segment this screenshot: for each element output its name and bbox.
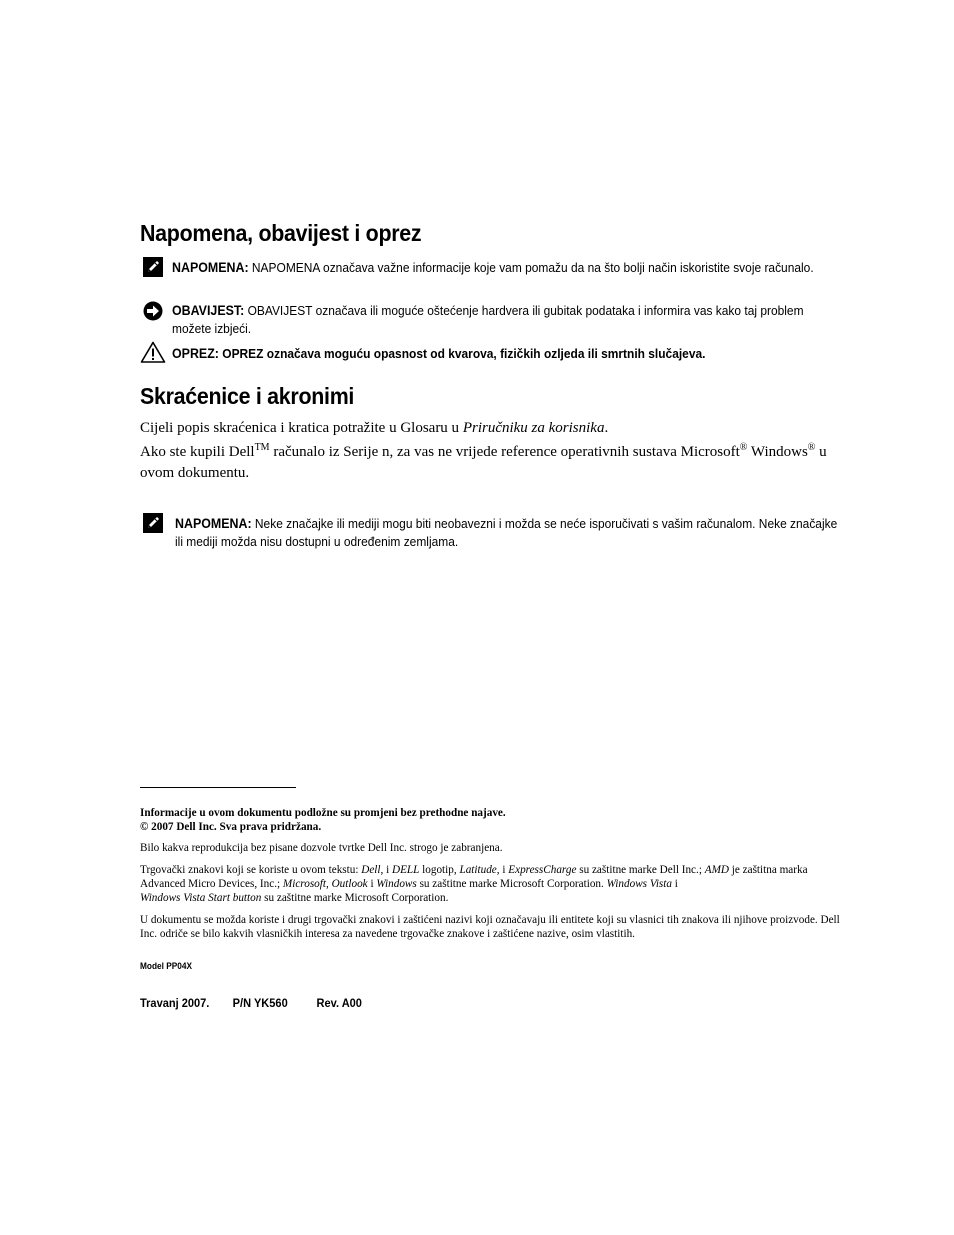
note-callout-2 — [175, 515, 837, 551]
note-text-2: Neke značajke ili mediji mogu biti neobavezni i možda se neće isporučivati s vašim računalom. Neke značajke ili mediji možda nisu dostupni u određenim zemljama. — [175, 516, 838, 549]
paragraph-glossary — [140, 418, 840, 439]
caution-callout — [172, 345, 853, 363]
glossary-text: Cijeli popis skraćenica i kratica potražite u Glosaru u — [140, 420, 463, 436]
section-title-abbreviations: Skraćenice i akronimi — [140, 383, 355, 409]
registered-sup-2: ® — [807, 442, 816, 453]
tm-outlook: Outlook — [331, 878, 368, 890]
tm-text: su zaštitne marke Dell Inc.; — [576, 864, 705, 876]
glossary-italic: Priručniku za korisnika — [462, 420, 605, 436]
tm-text: , — [326, 878, 332, 890]
notice-text: OBAVIJEST označava ili moguće oštećenje hardvera ili gubitak podataka i informira vas kako taj problem možete izbjeći. — [172, 303, 804, 336]
tm-text: , i — [380, 864, 393, 876]
note-callout — [172, 259, 840, 277]
pencil-note-icon — [143, 513, 163, 533]
glossary-end: . — [604, 420, 609, 436]
note-label-2: NAPOMENA: — [175, 516, 252, 531]
footer-date: Travanj 2007. — [140, 996, 210, 1010]
tm-text: , i — [496, 864, 509, 876]
tm-text: logotip, — [419, 864, 460, 876]
trademark-paragraph — [140, 863, 842, 905]
pencil-note-icon — [143, 257, 163, 277]
section-title-notes: Napomena, obavijest i oprez — [140, 220, 422, 246]
model-number: Model PP04X — [140, 961, 193, 971]
notice-label: OBAVIJEST: — [172, 303, 245, 318]
footnote-divider — [140, 787, 296, 788]
tm-text: i — [367, 878, 377, 890]
tm-latitude: Latitude — [459, 864, 497, 876]
tm-text: je zaštitna marka Advanced Micro Devices, Inc.; — [140, 864, 808, 890]
tm-text: Trgovački znakovi koji se koriste u ovom tekstu: — [140, 864, 362, 876]
document-footer — [140, 996, 362, 1010]
footer-part-number: P/N YK560 — [232, 996, 288, 1010]
notice-callout — [172, 302, 844, 338]
tm-dell: Dell — [361, 864, 381, 876]
tm-vista-start-button: Windows Vista Start button — [140, 892, 262, 904]
note-text: NAPOMENA označava važne informacije koje vam pomažu da na što bolji način iskoristite svoje računalo. — [251, 260, 814, 275]
p2-d: u ovom dokumentu. — [140, 444, 827, 481]
registered-sup: ® — [739, 442, 748, 453]
legal-notice-line1: Informacije u ovom dokumentu podložne su promjeni bez prethodne najave. — [140, 807, 506, 819]
notice-arrow-icon — [143, 301, 163, 321]
tm-amd: AMD — [704, 864, 729, 876]
copyright-line: © 2007 Dell Inc. Sva prava pridržana. — [140, 821, 322, 833]
tm-text: su zaštitne marke Microsoft Corporation. — [261, 892, 449, 904]
other-trademarks-paragraph: U dokumentu se možda koriste i drugi trgovački znakovi i zaštićeni nazivi koji označavaju ili entitete koji su vlasnici tih znakova ili njihove proizvode. Dell Inc. odriče se bilo kakvih vlasničkih interesa za navedene trgovačke znakove i zaštićene nazive, osim vlastitih. — [140, 914, 840, 940]
caution-triangle-icon — [140, 341, 166, 363]
p2-b: računalo iz Serije n, za vas ne vrijede reference operativnih sustava Microsoft — [269, 444, 740, 460]
trademark-sup: TM — [254, 442, 270, 453]
tm-text: i — [671, 878, 678, 890]
p2-a: Ako ste kupili Dell — [140, 444, 255, 460]
caution-text: OPREZ označava moguću opasnost od kvarova, fizičkih ozljeda ili smrtnih slučajeva. — [222, 346, 706, 361]
paragraph-dell-windows — [140, 442, 840, 484]
reproduction-notice: Bilo kakva reprodukcija bez pisane dozvole tvrtke Dell Inc. strogo je zabranjena. — [140, 842, 503, 854]
footer-revision: Rev. A00 — [316, 996, 362, 1010]
caution-label: OPREZ: — [172, 346, 219, 361]
tm-dell-logo: DELL — [392, 864, 420, 876]
note-label: NAPOMENA: — [172, 260, 249, 275]
tm-windows-vista: Windows Vista — [606, 878, 672, 890]
tm-microsoft: Microsoft — [282, 878, 326, 890]
tm-expresscharge: ExpressCharge — [508, 864, 577, 876]
tm-text: su zaštitne marke Microsoft Corporation. — [416, 878, 607, 890]
tm-windows: Windows — [376, 878, 417, 890]
p2-c: Windows — [747, 444, 808, 460]
